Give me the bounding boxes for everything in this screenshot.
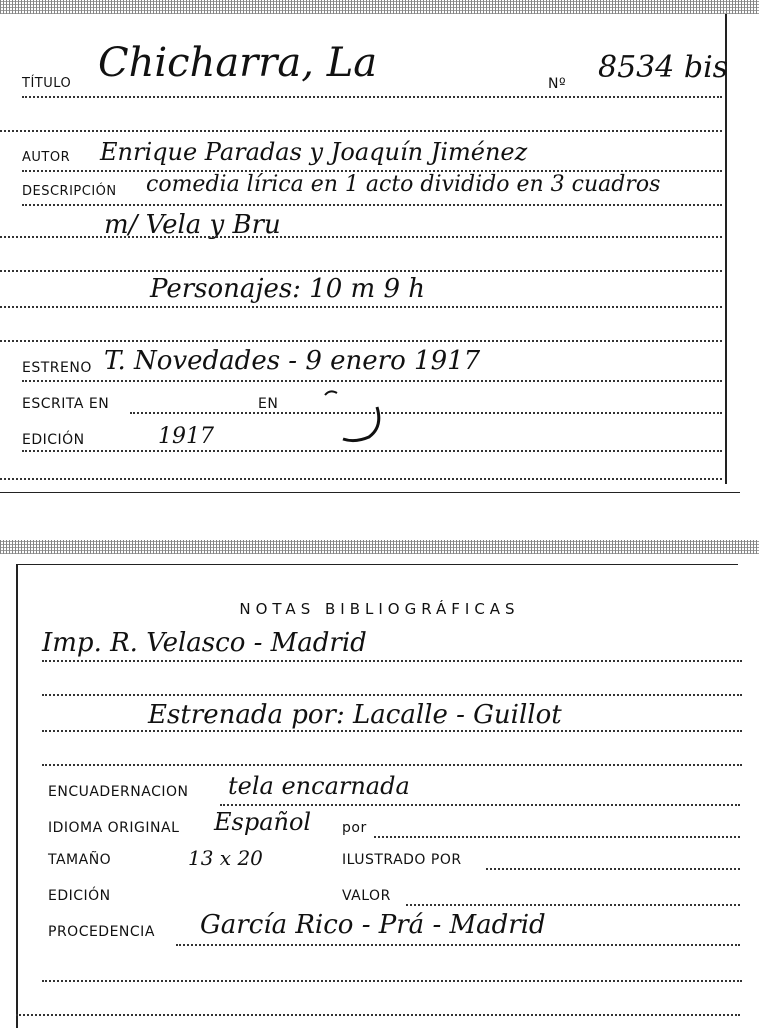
autor-value: Enrique Paradas y Joaquín Jiménez (100, 138, 528, 166)
descripcion-label: DESCRIPCIÓN (22, 184, 117, 199)
rule-line (0, 478, 722, 480)
edicion-label: EDICIÓN (22, 432, 85, 448)
rule-line (220, 804, 740, 806)
por-label: por (342, 820, 367, 836)
rule-line (42, 660, 742, 662)
edicion-value: 1917 (158, 424, 214, 449)
encuadernacion-value: tela encarnada (228, 772, 410, 800)
rule-line (0, 340, 722, 342)
estreno-label: ESTRENO (22, 360, 92, 376)
encuadernacion-label: ENCUADERNACION (48, 784, 189, 800)
rule-line (486, 868, 740, 870)
notes-line-1: Imp. R. Velasco - Madrid (42, 628, 367, 658)
numero-value: 8534 bis (598, 50, 729, 85)
scan-noise-top (0, 540, 759, 554)
rule-line (42, 730, 742, 732)
rule-line (42, 980, 742, 982)
titulo-value: Chicharra, La (98, 40, 378, 86)
estreno-value: T. Novedades - 9 enero 1917 (104, 346, 481, 376)
procedencia-value: García Rico - Prá - Madrid (200, 910, 546, 940)
rule-line (0, 236, 722, 238)
card-bottom-rule (0, 492, 740, 493)
en-label: EN (258, 396, 279, 412)
descripcion-value-2: m/ Vela y Bru (104, 210, 281, 240)
scan-noise-top (0, 0, 759, 14)
rule-line (22, 96, 722, 98)
edicion2-label: EDICIÓN (48, 888, 111, 904)
rule-line (0, 130, 722, 132)
tamano-label: TAMAÑO (48, 852, 112, 868)
titulo-label: TÍTULO (22, 76, 72, 91)
idioma-label: IDIOMA ORIGINAL (48, 820, 180, 836)
tamano-value: 13 x 20 (188, 846, 263, 870)
personajes-value: Personajes: 10 m 9 h (150, 274, 426, 304)
escrita-en-label: ESCRITA EN (22, 396, 110, 412)
card-left-border (16, 564, 18, 1028)
rule-line (42, 764, 742, 766)
notes-line-2: Estrenada por: Lacalle - Guillot (148, 700, 562, 730)
rule-line (0, 306, 722, 308)
rule-line (22, 204, 722, 206)
idioma-value: Español (214, 808, 312, 836)
rule-line (406, 904, 740, 906)
catalog-card-notes (0, 540, 759, 1028)
rule-line (22, 380, 722, 382)
notas-heading: NOTAS BIBLIOGRÁFICAS (239, 600, 520, 618)
procedencia-label: PROCEDENCIA (48, 924, 155, 940)
stamp-mark (315, 385, 395, 445)
card-top-rule (16, 564, 738, 565)
rule-line (176, 944, 740, 946)
numero-label: Nº (548, 76, 567, 92)
descripcion-value-1: comedia lírica en 1 acto dividido en 3 cuadros (146, 172, 661, 197)
ilustrado-label: ILUSTRADO POR (342, 852, 462, 868)
rule-line (42, 694, 742, 696)
valor-label: VALOR (342, 888, 391, 904)
rule-line (374, 836, 740, 838)
catalog-card-main (0, 0, 759, 495)
rule-line (130, 412, 722, 414)
autor-label: AUTOR (22, 150, 71, 165)
rule-line (16, 1014, 740, 1016)
rule-line (22, 450, 722, 452)
rule-line (0, 270, 722, 272)
